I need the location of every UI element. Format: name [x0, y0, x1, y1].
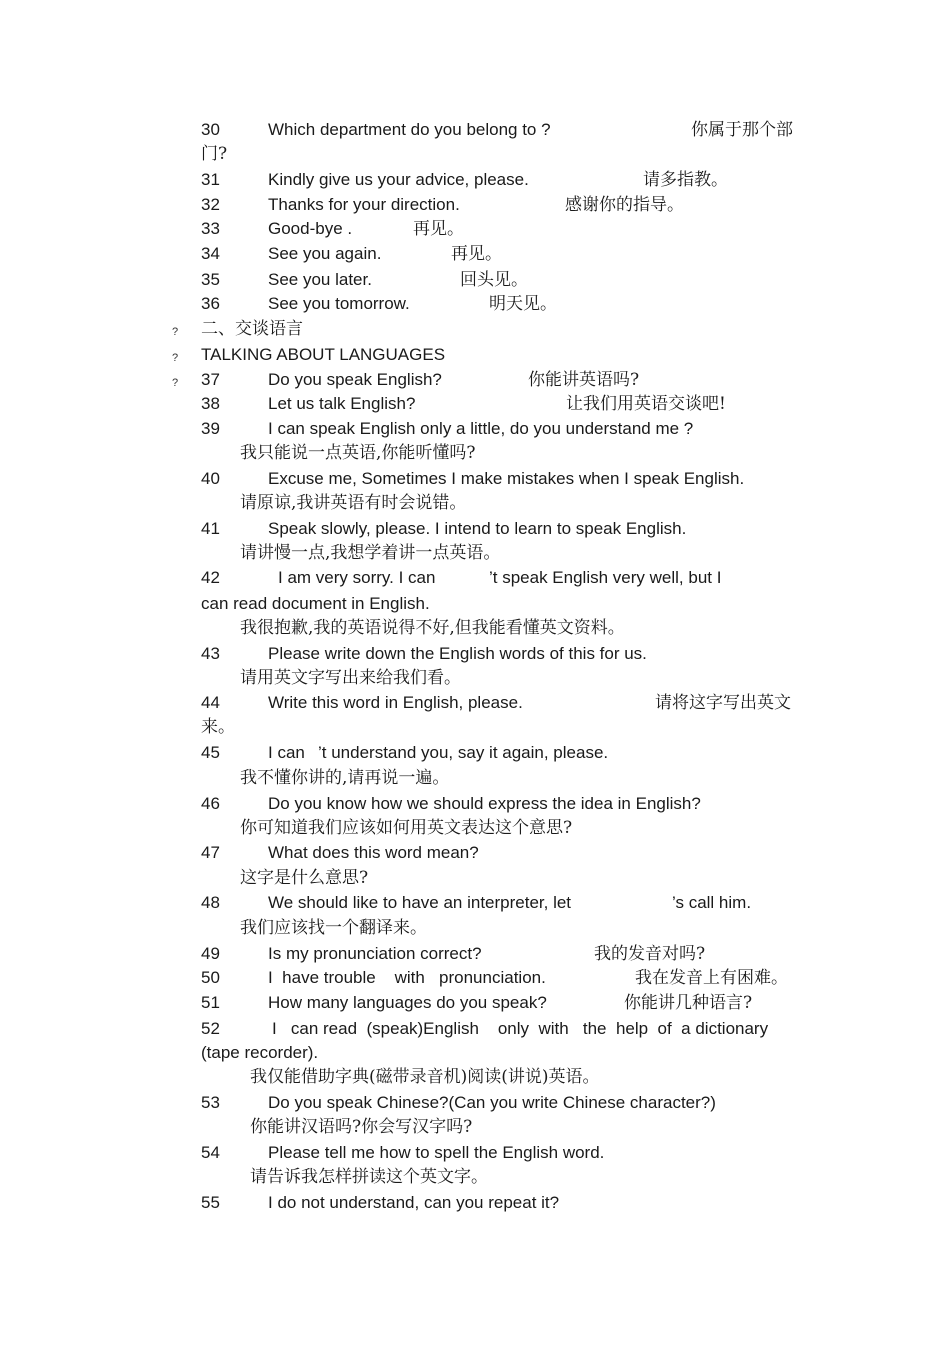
phrase-english: See you later.: [268, 270, 372, 289]
item-number: 37: [201, 370, 220, 389]
phrase-english: Do you speak Chinese?(Can you write Chinese character?): [268, 1093, 716, 1112]
phrase-chinese-wrap: 门?: [201, 144, 228, 164]
phrase-chinese: 你属于那个部: [691, 120, 793, 140]
phrase-chinese: 请将这字写出英文: [655, 693, 791, 713]
item-number: 52: [201, 1019, 220, 1038]
phrase-english: I am very sorry. I can: [278, 568, 436, 587]
item-number: 34: [201, 244, 220, 263]
phrase-chinese: 请用英文字写出来给我们看。: [240, 668, 461, 688]
phrase-chinese: 你可知道我们应该如何用英文表达这个意思?: [240, 818, 573, 838]
phrase-english: Thanks for your direction.: [268, 195, 460, 214]
phrase-chinese: 请原谅,我讲英语有时会说错。: [240, 493, 467, 513]
phrase-english: Please write down the English words of this for us.: [268, 644, 647, 663]
phrase-english: Excuse me, Sometimes I make mistakes when I speak English.: [268, 469, 745, 488]
phrase-chinese: 你能讲英语吗?: [528, 370, 640, 390]
phrase-chinese: 我们应该找一个翻译来。: [240, 918, 427, 938]
item-number: 53: [201, 1093, 220, 1112]
phrase-english-cont: ’s call him.: [672, 893, 752, 912]
item-number: 45: [201, 743, 220, 762]
item-number: 50: [201, 968, 220, 987]
phrase-english: How many languages do you speak?: [268, 993, 547, 1012]
phrase-english: See you again.: [268, 244, 382, 263]
phrase-chinese: 我很抱歉,我的英语说得不好,但我能看懂英文资料。: [240, 618, 625, 638]
item-number: 48: [201, 893, 220, 912]
section-title-chinese: 二、交谈语言: [201, 319, 303, 339]
phrase-chinese: 再见。: [451, 244, 502, 264]
item-number: 46: [201, 794, 220, 813]
phrase-english-cont: ’t speak English very well, but I: [489, 568, 722, 587]
item-number: 54: [201, 1143, 220, 1162]
phrase-chinese: 感谢你的指导。: [565, 195, 684, 215]
bullet-marker: ?: [172, 377, 179, 389]
item-number: 31: [201, 170, 220, 189]
item-number: 30: [201, 120, 220, 139]
item-number: 40: [201, 469, 220, 488]
phrase-english: Do you speak English?: [268, 370, 442, 389]
phrase-english: Write this word in English, please.: [268, 693, 523, 712]
phrase-english: I can speak English only a little, do you understand me ?: [268, 419, 694, 438]
phrase-english: I can read (speak)English only with the help of a dictionary: [272, 1019, 769, 1038]
phrase-english: Is my pronunciation correct?: [268, 944, 482, 963]
phrase-chinese: 我在发音上有困难。: [635, 968, 788, 988]
phrase-english: Good-bye .: [268, 219, 353, 238]
phrase-chinese-wrap: 来。: [201, 717, 235, 737]
item-number: 38: [201, 394, 220, 413]
item-number: 49: [201, 944, 220, 963]
phrase-english-wrap: (tape recorder).: [201, 1043, 319, 1062]
item-number: 43: [201, 644, 220, 663]
item-number: 51: [201, 993, 220, 1012]
bullet-marker: ?: [172, 326, 179, 338]
item-number: 39: [201, 419, 220, 438]
phrase-english: Which department do you belong to ?: [268, 120, 551, 139]
item-number: 44: [201, 693, 220, 712]
bullet-marker: ?: [172, 352, 179, 364]
phrase-english: See you tomorrow.: [268, 294, 410, 313]
phrase-chinese: 再见。: [413, 219, 464, 239]
phrase-chinese: 请讲慢一点,我想学着讲一点英语。: [240, 543, 501, 563]
item-number: 32: [201, 195, 220, 214]
section-title-english: TALKING ABOUT LANGUAGES: [201, 345, 446, 364]
phrase-chinese: 你能讲汉语吗?你会写汉字吗?: [250, 1117, 473, 1137]
phrase-chinese: 让我们用英语交谈吧!: [566, 394, 726, 414]
item-number: 41: [201, 519, 220, 538]
phrase-english: Speak slowly, please. I intend to learn to speak English.: [268, 519, 687, 538]
phrase-chinese: 这字是什么意思?: [240, 868, 369, 888]
phrase-chinese: 请告诉我怎样拼读这个英文字。: [250, 1167, 488, 1187]
phrase-english: Do you know how we should express the idea in English?: [268, 794, 701, 813]
phrase-chinese: 请多指教。: [643, 170, 728, 190]
phrase-english: We should like to have an interpreter, let: [268, 893, 572, 912]
item-number: 47: [201, 843, 220, 862]
item-number: 36: [201, 294, 220, 313]
phrase-chinese: 我仅能借助字典(磁带录音机)阅读(讲说)英语。: [250, 1067, 600, 1087]
phrase-english: I have trouble with pronunciation.: [268, 968, 546, 987]
item-number: 33: [201, 219, 220, 238]
phrase-english: Kindly give us your advice, please.: [268, 170, 529, 189]
item-number: 55: [201, 1193, 220, 1212]
phrase-chinese: 我不懂你讲的,请再说一遍。: [240, 768, 450, 788]
phrase-chinese: 我只能说一点英语,你能听懂吗?: [240, 443, 476, 463]
item-number: 35: [201, 270, 220, 289]
phrase-english: Please tell me how to spell the English word.: [268, 1143, 605, 1162]
phrase-english-cont: ’t understand you, say it again, please.: [318, 743, 609, 762]
phrase-chinese: 回头见。: [460, 270, 528, 290]
phrase-chinese: 我的发音对吗?: [594, 944, 706, 964]
phrase-chinese: 明天见。: [489, 294, 557, 314]
phrase-english: I can: [268, 743, 305, 762]
phrase-english-wrap: can read document in English.: [201, 594, 430, 613]
phrase-english: Let us talk English?: [268, 394, 416, 413]
item-number: 42: [201, 568, 220, 587]
phrase-chinese: 你能讲几种语言?: [624, 993, 753, 1013]
phrase-english: What does this word mean?: [268, 843, 479, 862]
phrase-english: I do not understand, can you repeat it?: [268, 1193, 560, 1212]
